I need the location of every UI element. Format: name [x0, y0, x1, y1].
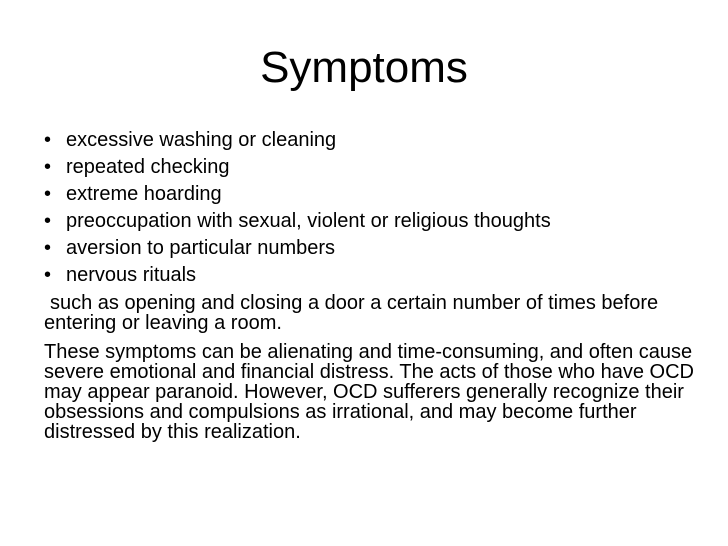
- list-item-text: preoccupation with sexual, violent or religious thoughts: [66, 210, 551, 232]
- list-item: [44, 208, 704, 235]
- list-item: [44, 181, 704, 208]
- list-item: [44, 262, 704, 289]
- bullet-marker: •: [44, 237, 52, 259]
- symptom-list: [44, 127, 704, 289]
- list-item: [44, 235, 704, 262]
- slide-title: Symptoms: [260, 43, 468, 92]
- summary-paragraph: These symptoms can be alienating and time-consuming, and often cause severe emotional and financial distress. The acts of those who have OCD may appear paranoid. However, OCD sufferers generally recognize their obsessions and compulsions as irrational, and may become further distressed by this realization.: [44, 341, 694, 443]
- ritual-description: such as opening and closing a door a certain number of times before entering or leaving a room.: [44, 292, 659, 334]
- list-item-text: extreme hoarding: [66, 183, 222, 205]
- list-item-text: aversion to particular numbers: [66, 237, 336, 259]
- bullet-marker: •: [44, 183, 52, 205]
- bullet-marker: •: [44, 156, 52, 178]
- list-item: [44, 154, 704, 181]
- bullet-marker: •: [44, 129, 52, 151]
- list-item-text: repeated checking: [66, 156, 230, 178]
- list-item: [44, 127, 704, 154]
- bullet-marker: •: [44, 264, 52, 286]
- list-item-text: nervous rituals: [66, 264, 197, 286]
- bullet-marker: •: [44, 210, 52, 232]
- list-item-text: excessive washing or cleaning: [66, 129, 337, 151]
